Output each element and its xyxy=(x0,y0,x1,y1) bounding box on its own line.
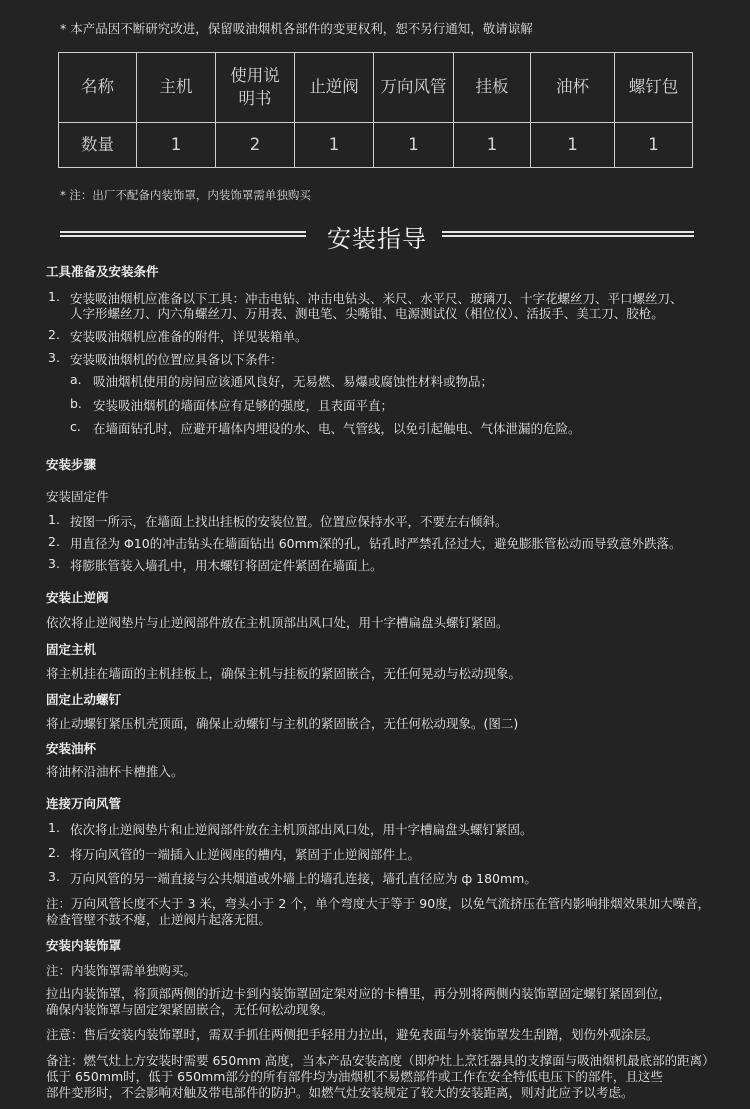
check-valve-heading: 安装止逆阀 xyxy=(46,590,109,605)
table-cell: 1 xyxy=(137,123,216,168)
sublist-letter: b. xyxy=(70,396,82,411)
list-item-text: 按图一所示，在墙面上找出挂板的安装位置。位置应保持水平，不要左右倾斜。 xyxy=(70,514,508,529)
cover-caution: 注意：售后安装内装饰罩时，需双手抓住两侧把手轻用力拉出，避免表面与外装饰罩发生刮蹭，划伤外观涂层。 xyxy=(46,1027,659,1042)
stop-screw-heading: 固定止动螺钉 xyxy=(46,692,122,707)
cover-remark: 部件变形时，不会影响对触及带电部件的防护。如燃气灶安装规定了较大的安装距离，则对此应予以考虑。 xyxy=(46,1085,634,1100)
duct-heading: 连接万向风管 xyxy=(46,796,122,811)
table-header-cell: 使用说明书 xyxy=(216,53,295,123)
table-cell: 1 xyxy=(615,123,693,168)
list-item-text: 安装吸油烟机的位置应具备以下条件： xyxy=(70,352,283,367)
table-header-cell: 万向风管 xyxy=(374,53,454,123)
list-number: 2. xyxy=(48,534,60,549)
duct-note: 注：万向风管长度不大于 3 米，弯头小于 2 个，单个弯度大于等于 90度，以免气流挤压在管内影响排烟效果加大噪音， xyxy=(46,896,711,911)
fix-main-text: 将主机挂在墙面的主机挂板上，确保主机与挂板的紧固嵌合，无任何晃动与松动现象。 xyxy=(46,666,522,681)
list-item-text: 安装吸油烟机应准备以下工具：冲击电钻、冲击电钻头、米尺、水平尺、玻璃刀、十字花螺丝刀、平口螺丝刀、 xyxy=(70,291,683,306)
table-cell: 1 xyxy=(531,123,615,168)
list-number: 1. xyxy=(48,512,60,527)
list-number: 2. xyxy=(48,845,60,860)
cover-paragraph: 拉出内装饰罩，将顶部两侧的折边卡到内装饰罩固定架对应的卡槽里，再分别将两侧内装饰罩固定螺钉紧固到位， xyxy=(46,986,672,1001)
cover-remark: 备注：燃气灶上方安装时需要 650mm 高度，当本产品安装高度（即炉灶上烹饪器具的支撑面与吸油烟机最底部的距离） xyxy=(46,1053,715,1068)
table-cell: 1 xyxy=(295,123,374,168)
list-number: 3. xyxy=(48,556,60,571)
steps-heading: 安装步骤 xyxy=(46,457,97,472)
table-row-label: 数量 xyxy=(59,123,137,168)
table-header-cell: 油杯 xyxy=(531,53,615,123)
sublist-letter: c. xyxy=(70,419,81,434)
stop-screw-text: 将止动螺钉紧压机壳顶面，确保止动螺钉与主机的紧固嵌合，无任何松动现象。(图二) xyxy=(46,716,519,731)
cover-remark: 低于 650mm时，低于 650mm部分的所有部件均为油烟机不易燃部件或工作在安全特低电压下的部件，且这些 xyxy=(46,1069,663,1084)
table-header-cell: 挂板 xyxy=(454,53,531,123)
table-header-row xyxy=(59,53,693,123)
table-row xyxy=(59,123,693,168)
cover-heading: 安装内装饰罩 xyxy=(46,938,122,953)
title-divider-right xyxy=(442,231,694,237)
table-cell: 2 xyxy=(216,123,295,168)
steps-subheading: 安装固定件 xyxy=(46,489,109,504)
list-item-text: 将万向风管的一端插入止逆阀座的槽内，紧固于止逆阀部件上。 xyxy=(70,847,421,862)
section-title-banner xyxy=(60,219,694,253)
table-header-cell: 螺钉包 xyxy=(615,53,693,123)
table-footnote: * 注：出厂不配备内装饰罩，内装饰罩需单独购买 xyxy=(60,188,311,202)
sublist-letter: a. xyxy=(70,372,82,387)
list-number: 3. xyxy=(48,869,60,884)
table-cell: 1 xyxy=(374,123,454,168)
oil-cup-text: 将油杯沿油杯卡槽推入。 xyxy=(46,764,184,779)
tools-heading: 工具准备及安装条件 xyxy=(46,264,159,279)
check-valve-text: 依次将止逆阀垫片与止逆阀部件放在主机顶部出风口处，用十字槽扁盘头螺钉紧固。 xyxy=(46,615,509,630)
list-item-text: 依次将止逆阀垫片和止逆阀部件放在主机顶部出风口处，用十字槽扁盘头螺钉紧固。 xyxy=(70,822,533,837)
page-title: 安装指导 xyxy=(327,225,427,253)
title-divider-left xyxy=(60,231,306,237)
oil-cup-heading: 安装油杯 xyxy=(46,741,97,756)
fix-main-heading: 固定主机 xyxy=(46,642,97,657)
duct-note: 检查管壁不鼓不瘪，止逆阀片起落无阻。 xyxy=(46,912,272,927)
list-number: 2. xyxy=(48,327,60,342)
disclaimer-notice: * 本产品因不断研究改进，保留吸油烟机各部件的变更权利，恕不另行通知，敬请谅解 xyxy=(60,21,533,36)
list-number: 1. xyxy=(48,289,60,304)
sublist-item-text: 在墙面钻孔时，应避开墙体内埋设的水、电、气管线，以免引起触电、气体泄漏的危险。 xyxy=(93,421,581,436)
list-item-text: 用直径为 Φ10的冲击钻头在墙面钻出 60mm深的孔，钻孔时严禁孔径过大，避免膨胀管松动而导致意外跌落。 xyxy=(70,536,682,551)
list-number: 1. xyxy=(48,820,60,835)
table-header-cell: 主机 xyxy=(137,53,216,123)
table-header-cell: 止逆阀 xyxy=(295,53,374,123)
cover-paragraph: 确保内装饰罩与固定架紧固嵌合，无任何松动现象。 xyxy=(46,1002,334,1017)
cover-note: 注：内装饰罩需单独购买。 xyxy=(46,963,197,978)
list-number: 3. xyxy=(48,350,60,365)
list-item-text: 万向风管的另一端直接与公共烟道或外墙上的墙孔连接，墙孔直径应为 ф 180mm。 xyxy=(70,871,537,886)
sublist-item-text: 吸油烟机使用的房间应该通风良好，无易燃、易爆或腐蚀性材料或物品； xyxy=(93,374,494,389)
parts-table xyxy=(58,52,693,168)
list-item-text: 人字形螺丝刀、内六角螺丝刀、万用表、测电笔、尖嘴钳、电源测试仪（相位仪）、活扳手、美工刀、胶枪。 xyxy=(70,306,664,321)
sublist-item-text: 安装吸油烟机的墙面体应有足够的强度，且表面平直； xyxy=(93,398,394,413)
list-item-text: 安装吸油烟机应准备的附件，详见装箱单。 xyxy=(70,329,308,344)
table-header-cell: 名称 xyxy=(59,53,137,123)
table-cell: 1 xyxy=(454,123,531,168)
list-item-text: 将膨胀管装入墙孔中，用木螺钉将固定件紧固在墙面上。 xyxy=(70,558,383,573)
